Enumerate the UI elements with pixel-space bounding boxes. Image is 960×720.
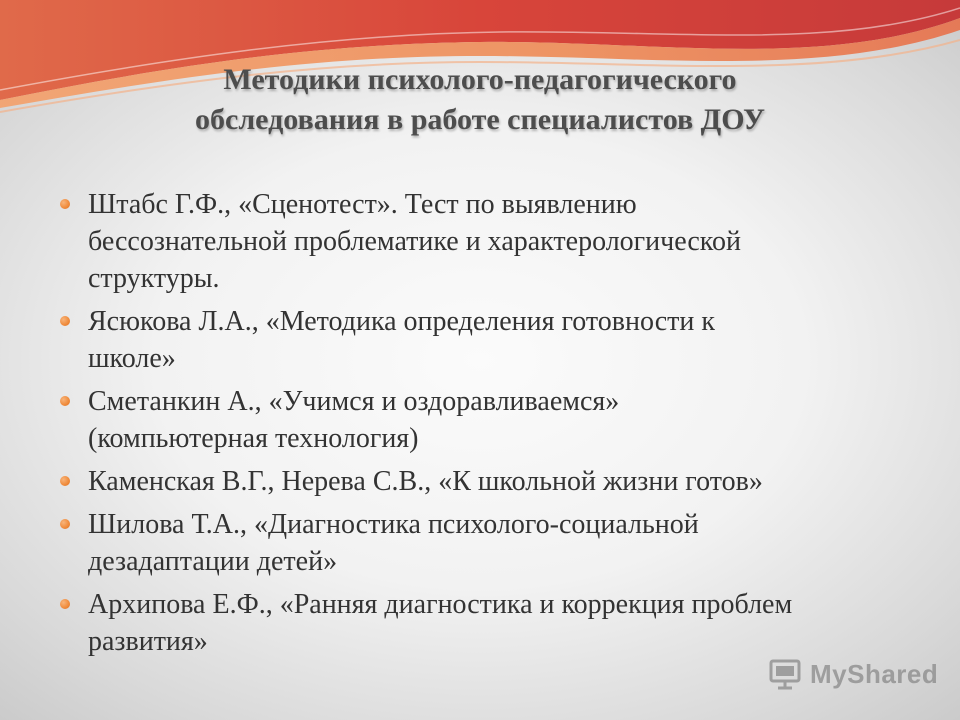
- item-line: (компьютерная технология): [88, 423, 419, 454]
- methods-list: [60, 186, 910, 666]
- watermark[interactable]: [768, 654, 938, 694]
- item-line: дезадаптации детей»: [88, 546, 338, 577]
- bullet-icon: [60, 316, 70, 326]
- list-item: [60, 186, 910, 297]
- item-line: Сметанкин А., «Учимся и оздоравливаемся»: [88, 386, 620, 417]
- bullet-icon: [60, 599, 70, 609]
- watermark-text: MyShared: [810, 658, 939, 689]
- presentation-board-icon: [768, 657, 802, 691]
- item-line: бессознательной проблематике и характерологической: [88, 226, 741, 257]
- bullet-icon: [60, 476, 70, 486]
- item-line: развития»: [88, 626, 208, 657]
- bullet-icon: [60, 199, 70, 209]
- title-line-1: Методики психолого-педагогического: [223, 63, 737, 96]
- item-line: Каменская В.Г., Нерева С.В., «К школьной жизни готов»: [88, 466, 763, 497]
- item-line: Штабс Г.Ф., «Сценотест». Тест по выявлению: [88, 189, 637, 220]
- item-line: структуры.: [88, 263, 220, 294]
- list-item: [60, 506, 910, 580]
- item-line: школе»: [88, 343, 176, 374]
- item-line: Архипова Е.Ф., «Ранняя диагностика и коррекция проблем: [88, 589, 793, 620]
- slide-title: [80, 60, 880, 140]
- list-item: [60, 463, 910, 500]
- title-line-2: обследования в работе специалистов ДОУ: [195, 103, 765, 136]
- item-line: Ясюкова Л.А., «Методика определения готовности к: [88, 306, 715, 337]
- bullet-icon: [60, 519, 70, 529]
- list-item: [60, 303, 910, 377]
- list-item: [60, 586, 910, 660]
- bullet-icon: [60, 396, 70, 406]
- list-item: [60, 383, 910, 457]
- item-line: Шилова Т.А., «Диагностика психолого-социальной: [88, 509, 699, 540]
